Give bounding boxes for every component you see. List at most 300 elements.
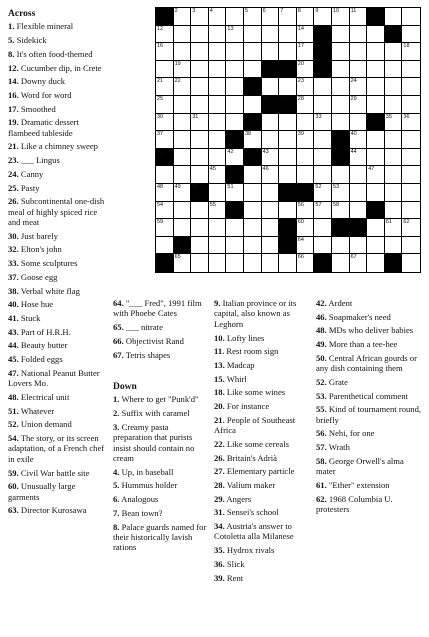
grid-cell[interactable]: [332, 96, 350, 114]
grid-cell[interactable]: [226, 114, 244, 132]
grid-cell[interactable]: [314, 114, 332, 132]
grid-cell[interactable]: [262, 254, 280, 272]
clue-item[interactable]: [316, 377, 422, 387]
clue-item[interactable]: [214, 360, 309, 370]
grid-cell[interactable]: [402, 149, 420, 167]
clue-item[interactable]: [214, 494, 309, 504]
grid-cell[interactable]: [191, 96, 209, 114]
grid-cell[interactable]: [279, 166, 297, 184]
grid-cell[interactable]: [297, 78, 315, 96]
grid-cell[interactable]: [402, 8, 420, 26]
cell-number: 17: [297, 43, 304, 50]
grid-cell[interactable]: [262, 131, 280, 149]
clue-text: Slick: [224, 558, 245, 569]
clue-item[interactable]: [316, 325, 422, 335]
clue-item[interactable]: [113, 522, 208, 553]
grid-cell[interactable]: [314, 202, 332, 220]
grid-cell[interactable]: [332, 8, 350, 26]
grid-cell[interactable]: [314, 96, 332, 114]
grid-cell[interactable]: [385, 43, 403, 61]
grid-cell[interactable]: [297, 149, 315, 167]
clue-item[interactable]: [113, 508, 208, 518]
clue-number: 22.: [214, 438, 225, 449]
clue-item[interactable]: [8, 272, 108, 282]
clue-item[interactable]: [214, 333, 309, 343]
grid-cell[interactable]: [279, 43, 297, 61]
grid-cell[interactable]: [226, 26, 244, 44]
grid-cell[interactable]: [367, 219, 385, 237]
clue-item[interactable]: [316, 480, 422, 490]
grid-cell[interactable]: [244, 131, 262, 149]
clue-text: MDs who deliver babies: [326, 325, 414, 336]
clue-text: Hummus holder: [119, 480, 178, 491]
grid-cell[interactable]: [385, 184, 403, 202]
grid-cell[interactable]: [174, 26, 192, 44]
grid-cell[interactable]: [350, 61, 368, 79]
grid-cell[interactable]: [262, 114, 280, 132]
grid-cell[interactable]: [314, 131, 332, 149]
grid-cell[interactable]: [209, 114, 227, 132]
clue-item[interactable]: [8, 433, 108, 464]
clue-item[interactable]: [113, 394, 208, 404]
clue-item[interactable]: [8, 406, 108, 416]
grid-cell[interactable]: [191, 254, 209, 272]
grid-cell[interactable]: [174, 43, 192, 61]
clue-item[interactable]: [113, 298, 208, 319]
grid-cell[interactable]: [367, 26, 385, 44]
grid-cell[interactable]: [297, 237, 315, 255]
grid-cell[interactable]: [209, 254, 227, 272]
grid-cell[interactable]: [350, 166, 368, 184]
grid-cell[interactable]: [209, 202, 227, 220]
grid-cell[interactable]: [297, 219, 315, 237]
grid-cell[interactable]: [244, 61, 262, 79]
grid-cell[interactable]: [402, 166, 420, 184]
grid-cell[interactable]: [226, 184, 244, 202]
black-cell: [279, 184, 297, 202]
clue-item[interactable]: [8, 299, 108, 309]
cell-number: 19: [174, 60, 181, 67]
grid-cell[interactable]: [262, 26, 280, 44]
grid-cell[interactable]: [209, 184, 227, 202]
clue-item[interactable]: [8, 117, 108, 138]
grid-cell[interactable]: [174, 202, 192, 220]
clue-item[interactable]: [214, 480, 309, 490]
black-cell: [279, 237, 297, 255]
grid-cell[interactable]: [314, 8, 332, 26]
grid-cell[interactable]: [297, 202, 315, 220]
grid-cell[interactable]: [174, 96, 192, 114]
grid-cell[interactable]: [262, 184, 280, 202]
grid-cell[interactable]: [156, 43, 174, 61]
clue-item[interactable]: [8, 76, 108, 86]
grid-cell[interactable]: [191, 8, 209, 26]
grid-cell[interactable]: [332, 26, 350, 44]
cell-number: 63: [174, 236, 181, 243]
grid-cell[interactable]: [174, 131, 192, 149]
grid-cell[interactable]: [209, 166, 227, 184]
clue-item[interactable]: [8, 63, 108, 73]
clue-item[interactable]: [113, 408, 208, 418]
grid-cell[interactable]: [262, 78, 280, 96]
cell-number: 2: [174, 8, 178, 14]
clue-text: Hose hue: [18, 299, 54, 310]
clue-item[interactable]: [8, 327, 108, 337]
clue-number: 50.: [316, 352, 327, 363]
clue-item[interactable]: [8, 286, 108, 296]
grid-cell[interactable]: [314, 184, 332, 202]
clue-item[interactable]: [8, 258, 108, 268]
grid-cell[interactable]: [402, 184, 420, 202]
clue-item[interactable]: [8, 468, 108, 478]
grid-cell[interactable]: [191, 219, 209, 237]
clue-item[interactable]: [316, 391, 422, 401]
grid-cell[interactable]: [385, 202, 403, 220]
grid-cell[interactable]: [385, 78, 403, 96]
grid-cell[interactable]: [314, 78, 332, 96]
grid-cell[interactable]: [314, 166, 332, 184]
grid-cell[interactable]: [402, 219, 420, 237]
grid-cell[interactable]: [332, 61, 350, 79]
grid-cell[interactable]: [174, 8, 192, 26]
grid-cell[interactable]: [279, 114, 297, 132]
grid-cell[interactable]: [367, 131, 385, 149]
grid-cell[interactable]: [367, 78, 385, 96]
grid-cell[interactable]: [191, 43, 209, 61]
grid-cell[interactable]: [332, 78, 350, 96]
clue-number: 51.: [8, 405, 19, 416]
grid-cell[interactable]: [402, 114, 420, 132]
clue-item[interactable]: [316, 353, 422, 374]
grid-cell[interactable]: [191, 131, 209, 149]
clue-item[interactable]: [8, 505, 108, 515]
black-cell: [314, 43, 332, 61]
clue-item[interactable]: [8, 340, 108, 350]
grid-cell[interactable]: [156, 131, 174, 149]
grid-cell[interactable]: [314, 237, 332, 255]
grid-cell[interactable]: [191, 78, 209, 96]
down-clues-column-1: [113, 382, 208, 556]
clue-item[interactable]: [214, 346, 309, 356]
grid-cell[interactable]: [297, 8, 315, 26]
grid-cell[interactable]: [332, 254, 350, 272]
grid-cell[interactable]: [174, 184, 192, 202]
grid-cell[interactable]: [385, 219, 403, 237]
grid-cell[interactable]: [367, 149, 385, 167]
grid-cell[interactable]: [209, 149, 227, 167]
grid-cell[interactable]: [350, 202, 368, 220]
grid-cell[interactable]: [332, 43, 350, 61]
grid-cell[interactable]: [279, 254, 297, 272]
clue-item[interactable]: [316, 404, 422, 425]
cell-number: 15: [385, 25, 392, 32]
clue-item[interactable]: [113, 494, 208, 504]
clue-item[interactable]: [113, 480, 208, 490]
clue-item[interactable]: [316, 442, 422, 452]
grid-cell[interactable]: [209, 8, 227, 26]
grid-cell[interactable]: [226, 149, 244, 167]
grid-cell[interactable]: [244, 43, 262, 61]
clue-item[interactable]: [316, 494, 422, 515]
grid-cell[interactable]: [350, 149, 368, 167]
clue-item[interactable]: [8, 141, 108, 151]
grid-cell[interactable]: [297, 131, 315, 149]
clue-item[interactable]: [8, 244, 108, 254]
clue-item[interactable]: [8, 21, 108, 31]
grid-cell[interactable]: [262, 219, 280, 237]
grid-cell[interactable]: [226, 43, 244, 61]
grid-cell[interactable]: [332, 202, 350, 220]
black-cell: [279, 96, 297, 114]
grid-cell[interactable]: [350, 26, 368, 44]
grid-cell[interactable]: [402, 254, 420, 272]
grid-cell[interactable]: [191, 166, 209, 184]
clue-item[interactable]: [8, 183, 108, 193]
clue-item[interactable]: [316, 298, 422, 308]
grid-cell[interactable]: [297, 254, 315, 272]
grid-cell[interactable]: [297, 166, 315, 184]
grid-cell[interactable]: [244, 8, 262, 26]
grid-cell[interactable]: [226, 219, 244, 237]
grid-cell[interactable]: [191, 26, 209, 44]
clue-item[interactable]: [8, 35, 108, 45]
grid-cell[interactable]: [314, 149, 332, 167]
clue-text: Smoothed: [18, 103, 56, 114]
grid-cell[interactable]: [191, 61, 209, 79]
grid-cell[interactable]: [402, 202, 420, 220]
clue-item[interactable]: [214, 401, 309, 411]
clue-item[interactable]: [8, 169, 108, 179]
clue-item[interactable]: [113, 336, 208, 346]
clue-item[interactable]: [214, 298, 309, 329]
cell-number: 25: [157, 96, 164, 102]
grid-cell[interactable]: [244, 184, 262, 202]
grid-cell[interactable]: [226, 78, 244, 96]
grid-cell[interactable]: [350, 8, 368, 26]
cell-number: 39: [297, 131, 304, 138]
cell-number: 52: [315, 184, 322, 190]
grid-cell[interactable]: [385, 166, 403, 184]
grid-cell[interactable]: [244, 166, 262, 184]
grid-cell[interactable]: [156, 166, 174, 184]
clue-item[interactable]: [8, 354, 108, 364]
grid-cell[interactable]: [385, 96, 403, 114]
clue-item[interactable]: [8, 90, 108, 100]
grid-cell[interactable]: [350, 184, 368, 202]
grid-cell[interactable]: [244, 26, 262, 44]
cell-number: 47: [368, 166, 375, 173]
grid-cell[interactable]: [226, 254, 244, 272]
grid-cell[interactable]: [297, 43, 315, 61]
clue-item[interactable]: [8, 231, 108, 241]
clue-item[interactable]: [113, 467, 208, 477]
grid-cell[interactable]: [226, 96, 244, 114]
cell-number: 21: [157, 78, 164, 85]
grid-cell[interactable]: [367, 96, 385, 114]
grid-cell[interactable]: [174, 61, 192, 79]
grid-cell[interactable]: [209, 78, 227, 96]
clue-text: Like a chimney sweep: [18, 141, 98, 152]
grid-cell[interactable]: [332, 184, 350, 202]
clue-item[interactable]: [113, 422, 208, 464]
grid-cell[interactable]: [385, 131, 403, 149]
grid-cell[interactable]: [174, 149, 192, 167]
grid-cell[interactable]: [350, 131, 368, 149]
grid-cell[interactable]: [402, 26, 420, 44]
black-cell: [156, 8, 174, 26]
clue-item[interactable]: [8, 368, 108, 389]
grid-cell[interactable]: [314, 219, 332, 237]
clue-item[interactable]: [214, 507, 309, 517]
clue-number: 62.: [316, 493, 327, 504]
grid-cell[interactable]: [297, 114, 315, 132]
grid-cell[interactable]: [297, 61, 315, 79]
clue-item[interactable]: [8, 481, 108, 502]
grid-cell[interactable]: [156, 78, 174, 96]
clue-item[interactable]: [214, 521, 309, 542]
black-cell: [314, 254, 332, 272]
grid-cell[interactable]: [156, 61, 174, 79]
clue-text: Electrical unit: [18, 391, 70, 402]
cell-number: 55: [209, 201, 216, 208]
clue-text: Director Kurosawa: [18, 505, 87, 516]
grid-cell[interactable]: [279, 8, 297, 26]
clue-item[interactable]: [8, 49, 108, 59]
grid-cell[interactable]: [367, 254, 385, 272]
grid-cell[interactable]: [367, 184, 385, 202]
clue-item[interactable]: [316, 312, 422, 322]
grid-cell[interactable]: [385, 114, 403, 132]
clue-item[interactable]: [214, 466, 309, 476]
grid-cell[interactable]: [262, 149, 280, 167]
grid-cell[interactable]: [262, 43, 280, 61]
clue-item[interactable]: [214, 453, 309, 463]
grid-cell[interactable]: [174, 166, 192, 184]
clue-item[interactable]: [316, 456, 422, 477]
grid-cell[interactable]: [385, 149, 403, 167]
grid-cell[interactable]: [244, 254, 262, 272]
clue-item[interactable]: [214, 439, 309, 449]
grid-cell[interactable]: [385, 237, 403, 255]
grid-cell[interactable]: [279, 131, 297, 149]
clue-item[interactable]: [8, 419, 108, 429]
grid-cell[interactable]: [402, 61, 420, 79]
grid-cell[interactable]: [191, 114, 209, 132]
clue-item[interactable]: [113, 350, 208, 360]
clue-item[interactable]: [8, 155, 108, 165]
clue-item[interactable]: [214, 415, 309, 436]
grid-cell[interactable]: [332, 166, 350, 184]
grid-cell[interactable]: [350, 237, 368, 255]
grid-cell[interactable]: [156, 184, 174, 202]
grid-cell[interactable]: [244, 202, 262, 220]
grid-cell[interactable]: [156, 26, 174, 44]
grid-cell[interactable]: [174, 219, 192, 237]
grid-cell[interactable]: [226, 237, 244, 255]
grid-cell[interactable]: [402, 237, 420, 255]
grid-cell[interactable]: [262, 202, 280, 220]
clue-item[interactable]: [316, 339, 422, 349]
clue-item[interactable]: [316, 428, 422, 438]
grid-cell[interactable]: [350, 43, 368, 61]
grid-cell[interactable]: [156, 202, 174, 220]
grid-cell[interactable]: [279, 26, 297, 44]
grid-cell[interactable]: [262, 166, 280, 184]
clue-item[interactable]: [214, 387, 309, 397]
grid-cell[interactable]: [156, 219, 174, 237]
grid-cell[interactable]: [297, 26, 315, 44]
grid-cell[interactable]: [209, 237, 227, 255]
grid-cell[interactable]: [262, 8, 280, 26]
grid-cell[interactable]: [174, 254, 192, 272]
cell-number: 58: [333, 201, 340, 208]
grid-cell[interactable]: [367, 237, 385, 255]
grid-cell[interactable]: [226, 8, 244, 26]
grid-cell[interactable]: [262, 237, 280, 255]
grid-cell[interactable]: [332, 237, 350, 255]
grid-cell[interactable]: [350, 114, 368, 132]
clue-item[interactable]: [8, 392, 108, 402]
grid-cell[interactable]: [156, 237, 174, 255]
clue-item[interactable]: [113, 322, 208, 332]
grid-cell[interactable]: [174, 114, 192, 132]
grid-cell[interactable]: [226, 61, 244, 79]
clue-item[interactable]: [214, 559, 309, 569]
clue-item[interactable]: [8, 196, 108, 227]
grid-cell[interactable]: [209, 131, 227, 149]
grid-cell[interactable]: [297, 96, 315, 114]
grid-cell[interactable]: [385, 8, 403, 26]
clue-item[interactable]: [8, 313, 108, 323]
grid-cell[interactable]: [209, 61, 227, 79]
grid-cell[interactable]: [156, 114, 174, 132]
grid-cell[interactable]: [350, 96, 368, 114]
clue-item[interactable]: [214, 545, 309, 555]
grid-cell[interactable]: [191, 237, 209, 255]
grid-cell[interactable]: [385, 61, 403, 79]
grid-cell[interactable]: [244, 219, 262, 237]
grid-cell[interactable]: [209, 96, 227, 114]
clue-item[interactable]: [214, 573, 309, 583]
grid-cell[interactable]: [209, 43, 227, 61]
grid-cell[interactable]: [402, 78, 420, 96]
grid-cell[interactable]: [350, 254, 368, 272]
cell-number: 51: [227, 184, 234, 190]
grid-cell[interactable]: [244, 237, 262, 255]
grid-cell[interactable]: [209, 219, 227, 237]
grid-cell[interactable]: [350, 78, 368, 96]
grid-cell[interactable]: [367, 61, 385, 79]
grid-cell[interactable]: [279, 202, 297, 220]
grid-cell[interactable]: [191, 149, 209, 167]
clue-item[interactable]: [8, 104, 108, 114]
grid-cell[interactable]: [279, 149, 297, 167]
grid-cell[interactable]: [156, 96, 174, 114]
grid-cell[interactable]: [402, 131, 420, 149]
grid-cell[interactable]: [209, 26, 227, 44]
grid-cell[interactable]: [191, 202, 209, 220]
grid-cell[interactable]: [402, 96, 420, 114]
grid-cell[interactable]: [244, 96, 262, 114]
clue-item[interactable]: [214, 374, 309, 384]
grid-cell[interactable]: [332, 114, 350, 132]
clue-text: Austria's answer to Cotoletta alla Milanese: [214, 521, 294, 542]
grid-cell[interactable]: [174, 78, 192, 96]
grid-cell[interactable]: [402, 43, 420, 61]
grid-cell[interactable]: [279, 78, 297, 96]
grid-cell[interactable]: [367, 166, 385, 184]
grid-cell[interactable]: [367, 43, 385, 61]
